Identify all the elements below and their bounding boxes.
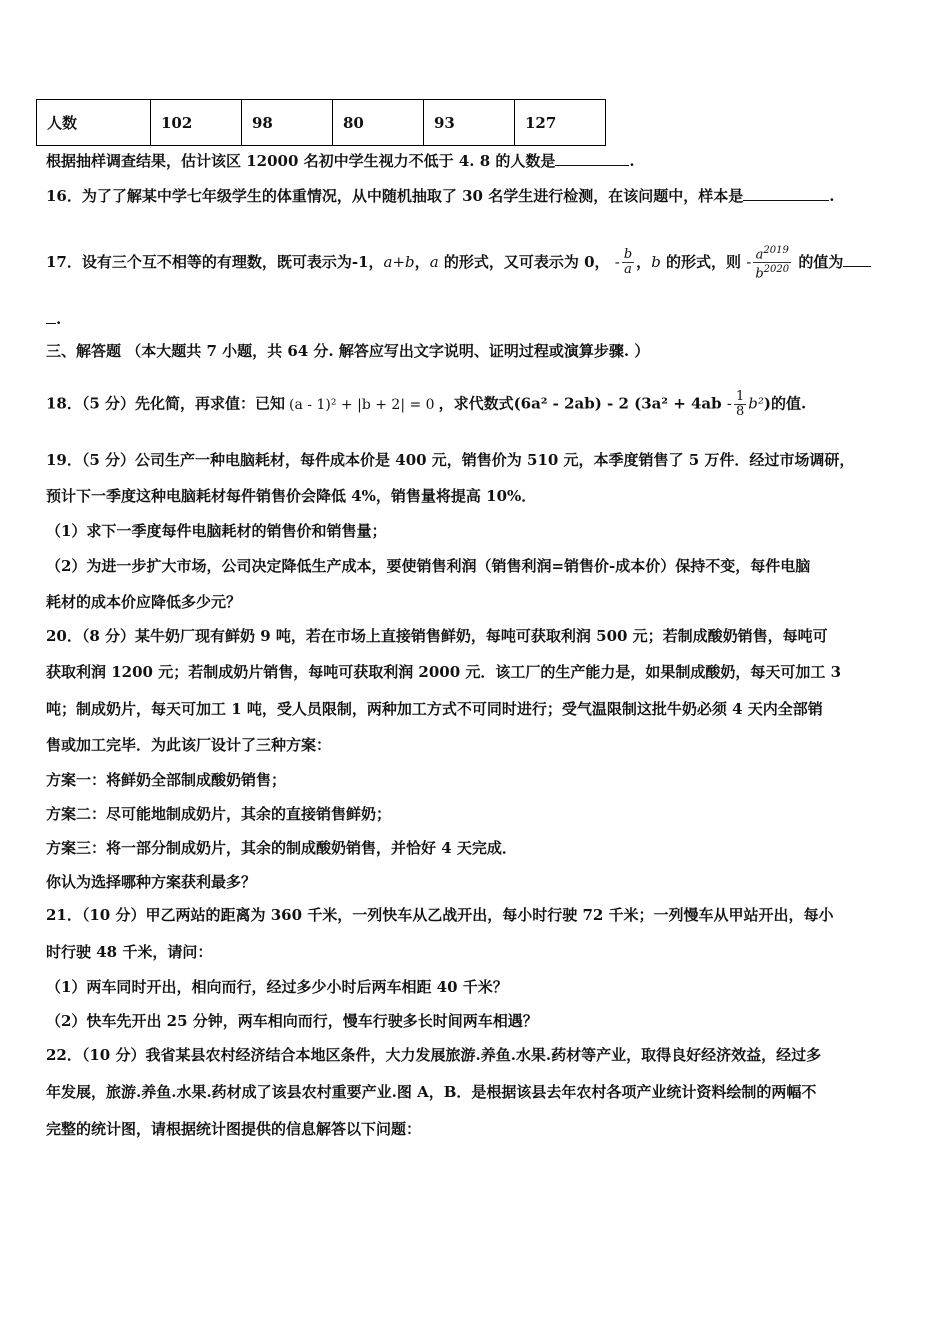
q17-text: ， [636,252,652,271]
table-cell: 102 [151,100,242,146]
table-header-cell: 人数 [37,100,151,146]
question-21-part-1: （1）两车同时开出，相向而行，经过多少小时后两车相距 40 千米？ [46,978,508,996]
fraction-numerator: a [755,247,764,263]
minus-sign: - [726,394,732,413]
q18-expression: ，求代数式(6a² - 2ab) - 2 (3a² + 4ab [438,394,722,413]
answer-blank [843,252,871,267]
table-cell: 98 [242,100,333,146]
fraction-numerator: 1 [735,389,745,404]
question-22-line: 22．（10 分）我省某县农村经济结合本地区条件，大力发展旅游.养鱼.水果.药材等产业，取得良好经济效益，经过多 [46,1046,822,1064]
question-17 [46,244,906,282]
plan-2: 方案二：尽可能地制成奶片，其余的直接销售鲜奶； [46,805,392,823]
table-cell: 93 [424,100,515,146]
question-20-line: 你认为选择哪种方案获利最多？ [46,873,257,891]
question-20-line: 20．（8 分）某牛奶厂现有鲜奶 9 吨，若在市场上直接销售鲜奶，每吨可获取利润 500 元；若制成酸奶销售，每吨可 [46,627,828,645]
question-22-line: 年发展，旅游.养鱼.水果.药材成了该县农村重要产业.图 A，B．是根据该县去年农村各项产业统计资料绘制的两幅不 [46,1083,817,1101]
q17-text: 17．设有三个互不相等的有理数，既可表示为-1， [46,252,384,271]
question-19-line: 耗材的成本价应降低多少元？ [46,593,242,611]
fraction-denominator: 8 [735,404,745,419]
answer-blank [46,309,56,324]
q17-expr: a [429,252,439,271]
q18-condition: (a - 1)² + |b + 2| = 0 [289,396,435,413]
plan-3: 方案三：将一部分制成奶片，其余的制成酸奶销售，并恰好 4 天完成． [46,839,517,857]
question-19-part-1: （1）求下一季度每件电脑耗材的销售价和销售量； [46,522,387,540]
q17-continuation [46,309,906,329]
question-20-line: 吨；制成奶片，每天可加工 1 吨，受人员限制，两种加工方式不可同时进行；受气温限制这批牛奶必须 4 天内全部销 [46,700,823,718]
q16-text: 16．为了了解某中学七年级学生的体重情况，从中随机抽取了 30 名学生进行检测，在该问题中，样本是 [46,187,744,205]
q15-text: 根据抽样调查结果，估计该区 12000 名初中学生视力不低于 4. 8 的人数是 [46,152,556,170]
q17-expr: a+b [383,252,415,271]
section-3-heading: 三、解答题 （本大题共 7 小题，共 64 分. 解答应写出文字说明、证明过程或演算步骤. ） [46,342,650,360]
q18-text: 18．（5 分）先化简，再求值：已知 [46,394,286,413]
table-row [37,100,606,146]
question-16 [46,186,906,206]
question-20-line: 获取利润 1200 元；若制成奶片销售，每吨可获取利润 2000 元．该工厂的生产能力是，如果制成酸奶，每天可加工 3 [46,663,842,681]
question-22-line: 完整的统计图，请根据统计图提供的信息解答以下问题： [46,1120,422,1138]
minus-sign: - [746,252,752,271]
fraction-numerator: b [623,247,633,263]
q15-end: . [629,152,635,170]
minus-sign: - [614,252,620,271]
fraction-denominator: b [755,266,764,282]
question-21-line: 时行驶 48 千米，请问： [46,943,213,961]
question-19-line: 预计下一季度这种电脑耗材每件销售价会降低 4%，销售量将提高 10%． [46,487,537,505]
fraction-b-over-a [622,248,634,277]
question-18 [46,390,906,419]
answer-blank [555,151,629,166]
q17-text: 的形式，则 [660,252,742,271]
fraction-denominator: a [624,262,632,278]
question-20-line: 售或加工完毕．为此该厂设计了三种方案： [46,736,332,754]
q17-text: ， [414,252,430,271]
question-19-part-2: （2）为进一步扩大市场，公司决定降低生产成本，要使销售利润（销售利润=销售价-成本价）保持不变，每件电脑 [46,557,811,575]
count-table [36,99,606,146]
exponent: 2020 [763,264,790,276]
q17-expr: b [651,252,661,271]
exponent: 2019 [763,245,789,256]
table-cell: 127 [515,100,606,146]
q17-text: 的形式，又可表示为 0， [438,252,610,271]
fraction-one-eighth [734,390,746,419]
q17-end: . [56,310,62,328]
q16-end: . [829,187,835,205]
question-19-line: 19．（5 分）公司生产一种电脑耗材，每件成本价是 400 元，销售价为 510 元，本季度销售了 5 万件．经过市场调研， [46,451,855,469]
fraction-a2019-over-b2020 [753,244,791,282]
q18-term: b² [748,394,764,413]
answer-blank [743,186,829,201]
q15-conclusion [46,151,906,171]
q18-text: )的值. [763,394,807,413]
question-21-line: 21．（10 分）甲乙两站的距离为 360 千米，一列快车从乙战开出，每小时行驶 72 千米；一列慢车从甲站开出，每小 [46,906,834,924]
question-21-part-2: （2）快车先开出 25 分钟，两车相向而行，慢车行驶多长时间两车相遇？ [46,1012,538,1030]
plan-1: 方案一：将鲜奶全部制成酸奶销售； [46,771,287,789]
q17-text: 的值为 [793,252,844,271]
table-cell: 80 [333,100,424,146]
